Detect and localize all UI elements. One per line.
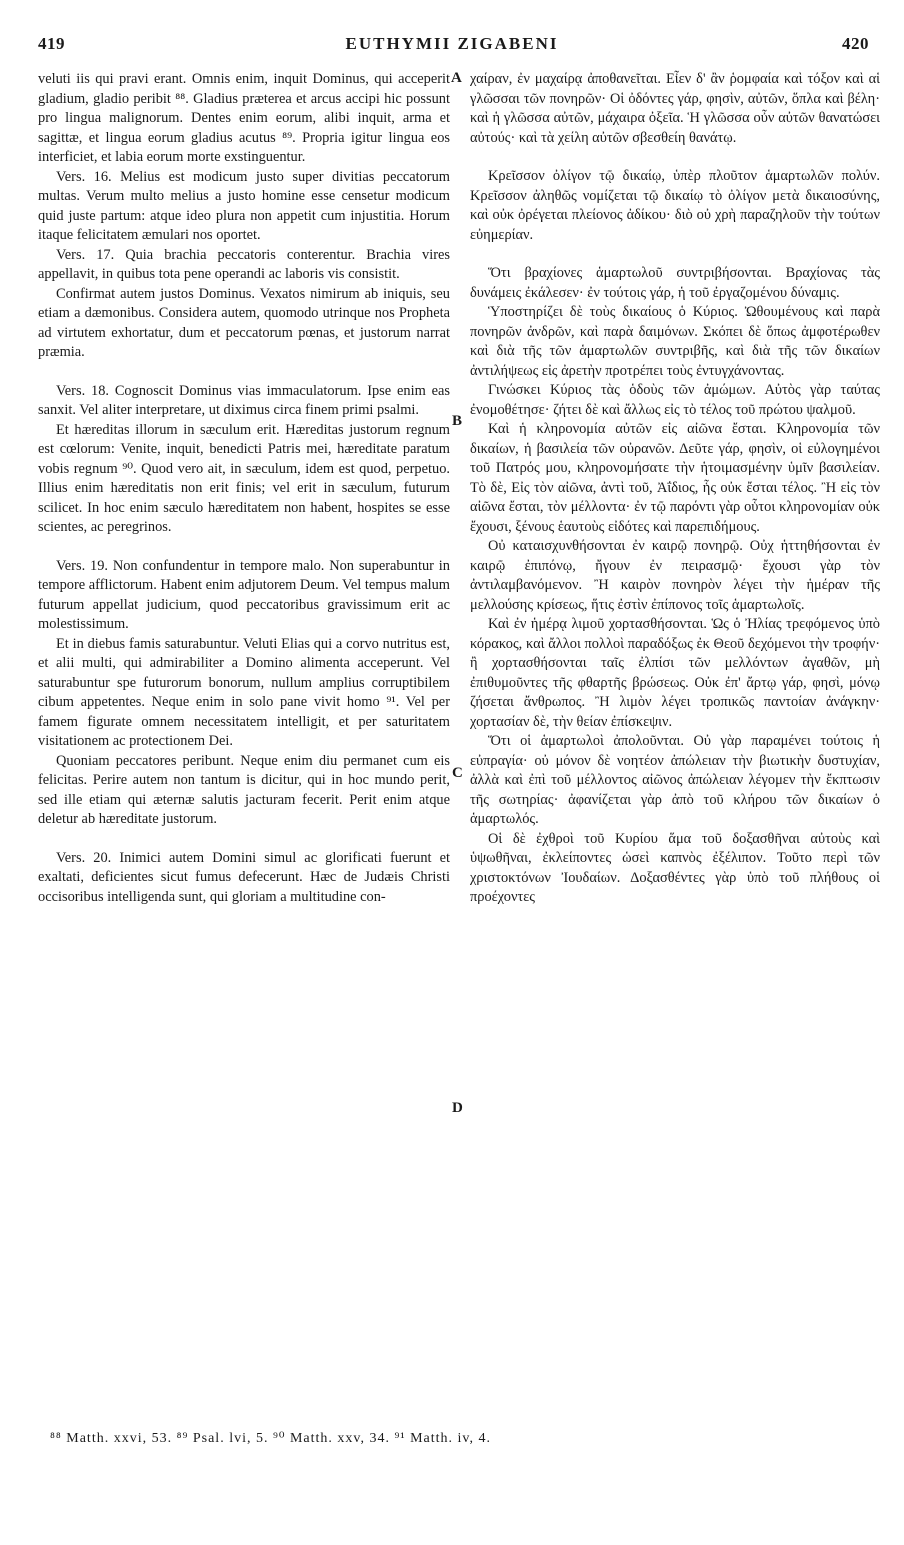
latin-paragraph: Quoniam peccatores peribunt. Neque enim diu permanet cum eis felicitas. Perire autem non tantum is dicitur, qui in hoc mundo perit, sed ille etiam qui æternæ salutis jacturam fecerit. Perit enim atque deletur ab hæreditate justorum.	[38, 752, 450, 827]
latin-paragraph: Vers. 18. Cognoscit Dominus vias immaculatorum. Ipse enim eas sanxit. Vel aliter interpretare, ut diximus circa finem primi psalmi.	[38, 382, 450, 418]
greek-column	[470, 70, 880, 908]
latin-paragraph: Et in diebus famis saturabuntur. Veluti Elias qui a corvo nutritus est, et alii multi, qui admirabiliter a Domino alimenta acceperunt. Vel saturabuntur spe futurorum bonorum, nullum amplius corruptibilem cibum appetentes. Neque enim in solo pane vivit homo ⁹¹. Vel per famem figurate omnem necessitatem intelligit, et per saturitatem visitationem ac protectionem Dei.	[38, 635, 450, 749]
page-number-left: 419	[38, 34, 65, 53]
paragraph-gap	[470, 245, 880, 264]
latin-paragraph: veluti iis qui pravi erant. Omnis enim, inquit Dominus, qui acceperit gladium, gladio peribit ⁸⁸. Gladius præterea et arcus accipi hic possunt pro lingua malignorum. Dentes enim eorum, alibi inquit, arma et sagittæ, et lingua eorum gladius acutus ⁸⁹. Propria igitur lingua eos interficiet, et labia eorum morte exstinguentur.	[38, 71, 450, 165]
footnotes: ⁸⁸ Matth. xxvi, 53. ⁸⁹ Psal. lvi, 5. ⁹⁰ Matth. xxv, 34. ⁹¹ Matth. iv, 4.	[50, 1431, 491, 1446]
greek-paragraph: χαίραν, ἐν μαχαίρᾳ ἀποθανεῖται. Εἶεν δ' ἂν ῥομφαία καὶ τόξον καὶ αἱ γλῶσσαι τῶν πονηρῶν· Οἱ ὀδόντες γάρ, φησὶν, αὐτῶν, ὅπλα καὶ βέλη· καὶ ἡ γλῶσσα αὐτῶν, μάχαιρα ὀξεῖα. Ἡ γλῶσσα οὖν αὐτῶν θανατώσει αὐτούς· καὶ τὰ χείλη αὐτῶν σβεσθείη θανάτῳ.	[470, 71, 880, 146]
page-number-right: 420	[842, 34, 869, 53]
latin-paragraph: Vers. 17. Quia brachia peccatoris conterentur. Brachia vires appellavit, in quibus tota pene operandi ac laboris vis consistit.	[38, 246, 450, 282]
latin-paragraph: Vers. 16. Melius est modicum justo super divitias peccatorum multas. Verum multo melius a justo homine esse censetur modicum quid juste partum: atque ideo plura non appetit cum injustitia. Horum itaque felicitatem æmulari nos oportet.	[38, 168, 450, 243]
margin-marker-a: A	[451, 70, 462, 86]
latin-paragraph: Vers. 20. Inimici autem Domini simul ac glorificati fuerunt et exaltati, deficientes sicut fumus defecerunt. Hæc de Judæis Christi occisoribus intelligenda sunt, qui gloriam a multitudine con-	[38, 849, 450, 905]
greek-paragraph: Γινώσκει Κύριος τὰς ὁδοὺς τῶν ἀμώμων. Αὐτὸς γὰρ ταύτας ἐνομοθέτησε· ζήτει δὲ καὶ ἄλλως εἰς τὸ τέλος τοῦ πρώτου ψαλμοῦ.	[470, 382, 880, 418]
greek-paragraph: Οἱ δὲ ἐχθροὶ τοῦ Κυρίου ἅμα τοῦ δοξασθῆναι αὐτοὺς καὶ ὑψωθῆναι, ἐκλείποντες ὡσεὶ καπνὸς ἐξέλιπον. Τοῦτο περὶ τῶν χριστοκτόνων Ἰουδαίων. Δοξασθέντες γὰρ ὑπὸ τοῦ πλήθους οἱ προέχοντες	[470, 830, 880, 905]
margin-marker-d: D	[452, 1100, 463, 1116]
greek-paragraph: Ὅτι οἱ ἁμαρτωλοὶ ἀπολοῦνται. Οὐ γὰρ παραμένει τούτοις ἡ εὐπραγία· οὐ μόνον δὲ νοητέον ἀπώλειαν τὴν βιωτικὴν δυστυχίαν, ἀλλὰ καὶ ἐπὶ τοῦ μέλλοντος αἰῶνος ἀπώλειαν λέγομεν τὴν ἔκπτωσιν τῆς σωτηρίας· ἀφανίζεται γὰρ ἀπὸ τοῦ κλήρου τῶν δικαίων ὁ ἁμαρτωλός.	[470, 733, 880, 827]
margin-marker-c: C	[452, 765, 463, 781]
paragraph-gap	[38, 363, 450, 382]
latin-paragraph: Et hæreditas illorum in sæculum erit. Hæreditas justorum regnum est cœlorum: Venite, inquit, benedicti Patris mei, hæreditate paratum vobis regnum ⁹⁰. Quod vero ait, in sæculum, idem est quod, perpetuo. Illius enim hæreditatis non erit finis; vel erit in sæculum, futurum scilicet. In hoc enim sæculo hæreditatem non habent, hospites se esse scientes, ac peregrinos.	[38, 421, 450, 535]
paragraph-gap	[470, 148, 880, 167]
greek-paragraph: Καὶ ἡ κληρονομία αὐτῶν εἰς αἰῶνα ἔσται. Κληρονομία τῶν δικαίων, ἡ βασιλεία τῶν οὐρανῶν. Δεῦτε γάρ, φησὶν, οἱ εὐλογημένοι τοῦ Πατρός μου, κληρονομήσατε τὴν ἡτοιμασμένην ὑμῖν βασιλείαν. Τὸ δὲ, Εἰς τὸν αἰῶνα, ἀντὶ τοῦ, Ἀΐδιος, ἧς οὐκ ἔσται τέλος. Ἢ εἰς τὸν αἰῶνα ἔσται, τὸν μέλλοντα· ἐν τῷ παρόντι γὰρ οὗτοι κληρονομίαν οὐκ ἔχουσι, ξένους ἑαυτοὺς εἰδότες καὶ παρεπιδήμους.	[470, 421, 880, 535]
latin-column	[38, 70, 450, 907]
paragraph-gap	[38, 830, 450, 849]
greek-paragraph: Οὐ καταισχυνθήσονται ἐν καιρῷ πονηρῷ. Οὐχ ἡττηθήσονται ἐν καιρῷ ἐπιπόνῳ, ἤγουν ἐν πειρασμῷ· ἔχουσι γὰρ τὸν ἀντιλαμβανόμενον. Ἢ καιρὸν πονηρὸν λέγει τὴν ἡμέραν τῆς μελλούσης κρίσεως, ἥτις ἐστὶν ἐπίπονος τοῖς ἁμαρτωλοῖς.	[470, 538, 880, 613]
greek-paragraph: Ὅτι βραχίονες ἁμαρτωλοῦ συντριβήσονται. Βραχίονας τὰς δυνάμεις ἐκάλεσεν· ἐν τούτοις γάρ, ἡ τοῦ ἐργαζομένου δύναμις.	[470, 265, 880, 301]
latin-paragraph: Confirmat autem justos Dominus. Vexatos nimirum ab iniquis, seu etiam a dæmonibus. Considera autem, quomodo utrinque nos Propheta ad virtutem exhortatur, dum et peccatorum pœnas, et justorum narrat præmia.	[38, 285, 450, 360]
greek-paragraph: Καὶ ἐν ἡμέρᾳ λιμοῦ χορτασθήσονται. Ὡς ὁ Ἠλίας τρεφόμενος ὑπὸ κόρακος, καὶ ἄλλοι πολλοὶ παραδόξως ἐκ Θεοῦ δεχόμενοι τὴν τροφήν· ἢ χορτασθήσονται ταῖς ἐλπίσι τῶν μελλόντων ἀγαθῶν, μὴ ἐπιθυμοῦντες τῆς φθαρτῆς βρώσεως. Οὐκ ἐπ' ἄρτῳ γάρ, φησὶ, μόνῳ ζήσεται ἄνθρωπος. Ἢ λιμὸν λέγει τροπικῶς παντοίαν ἀνάγκην· χορτασίαν δὲ, τὴν θείαν ἐπίσκεψιν.	[470, 616, 880, 730]
greek-paragraph: Κρεῖσσον ὀλίγον τῷ δικαίῳ, ὑπὲρ πλοῦτον ἁμαρτωλῶν πολύν. Κρεῖσσον ἀληθῶς νομίζεται τῷ δικαίῳ τὸ ὀλίγον μετὰ δικαιοσύνης, καὶ οὐκ ὀρέγεται πλείονος ἀδίκου· διὸ οὐ χρὴ παραζηλοῦν τὴν τούτων εὐημερίαν.	[470, 168, 880, 243]
paragraph-gap	[38, 538, 450, 557]
latin-paragraph: Vers. 19. Non confundentur in tempore malo. Non superabuntur in tempore afflictorum. Habent enim adjutorem Deum. Vel tempus malum futurum appellat judicium, quod peccatoribus gravissimum erit ac molestissimum.	[38, 557, 450, 632]
margin-marker-b: B	[452, 413, 463, 429]
running-title: EUTHYMII ZIGABENI	[345, 34, 559, 53]
greek-paragraph: Ὑποστηρίζει δὲ τοὺς δικαίους ὁ Κύριος. Ὠθουμένους καὶ παρὰ πονηρῶν ἀνδρῶν, καὶ παρὰ δαιμόνων. Σκόπει δὲ ὅπως ἀμφοτέρωθεν καὶ διὰ τῆς τῶν ἁμαρτωλῶν συντριβῆς, καὶ διὰ τῆς τῶν δικαίων ἀντιλήψεως εἰς ἀρετὴν προτρέπει τοὺς ἐντυγχάνοντας.	[470, 304, 880, 379]
